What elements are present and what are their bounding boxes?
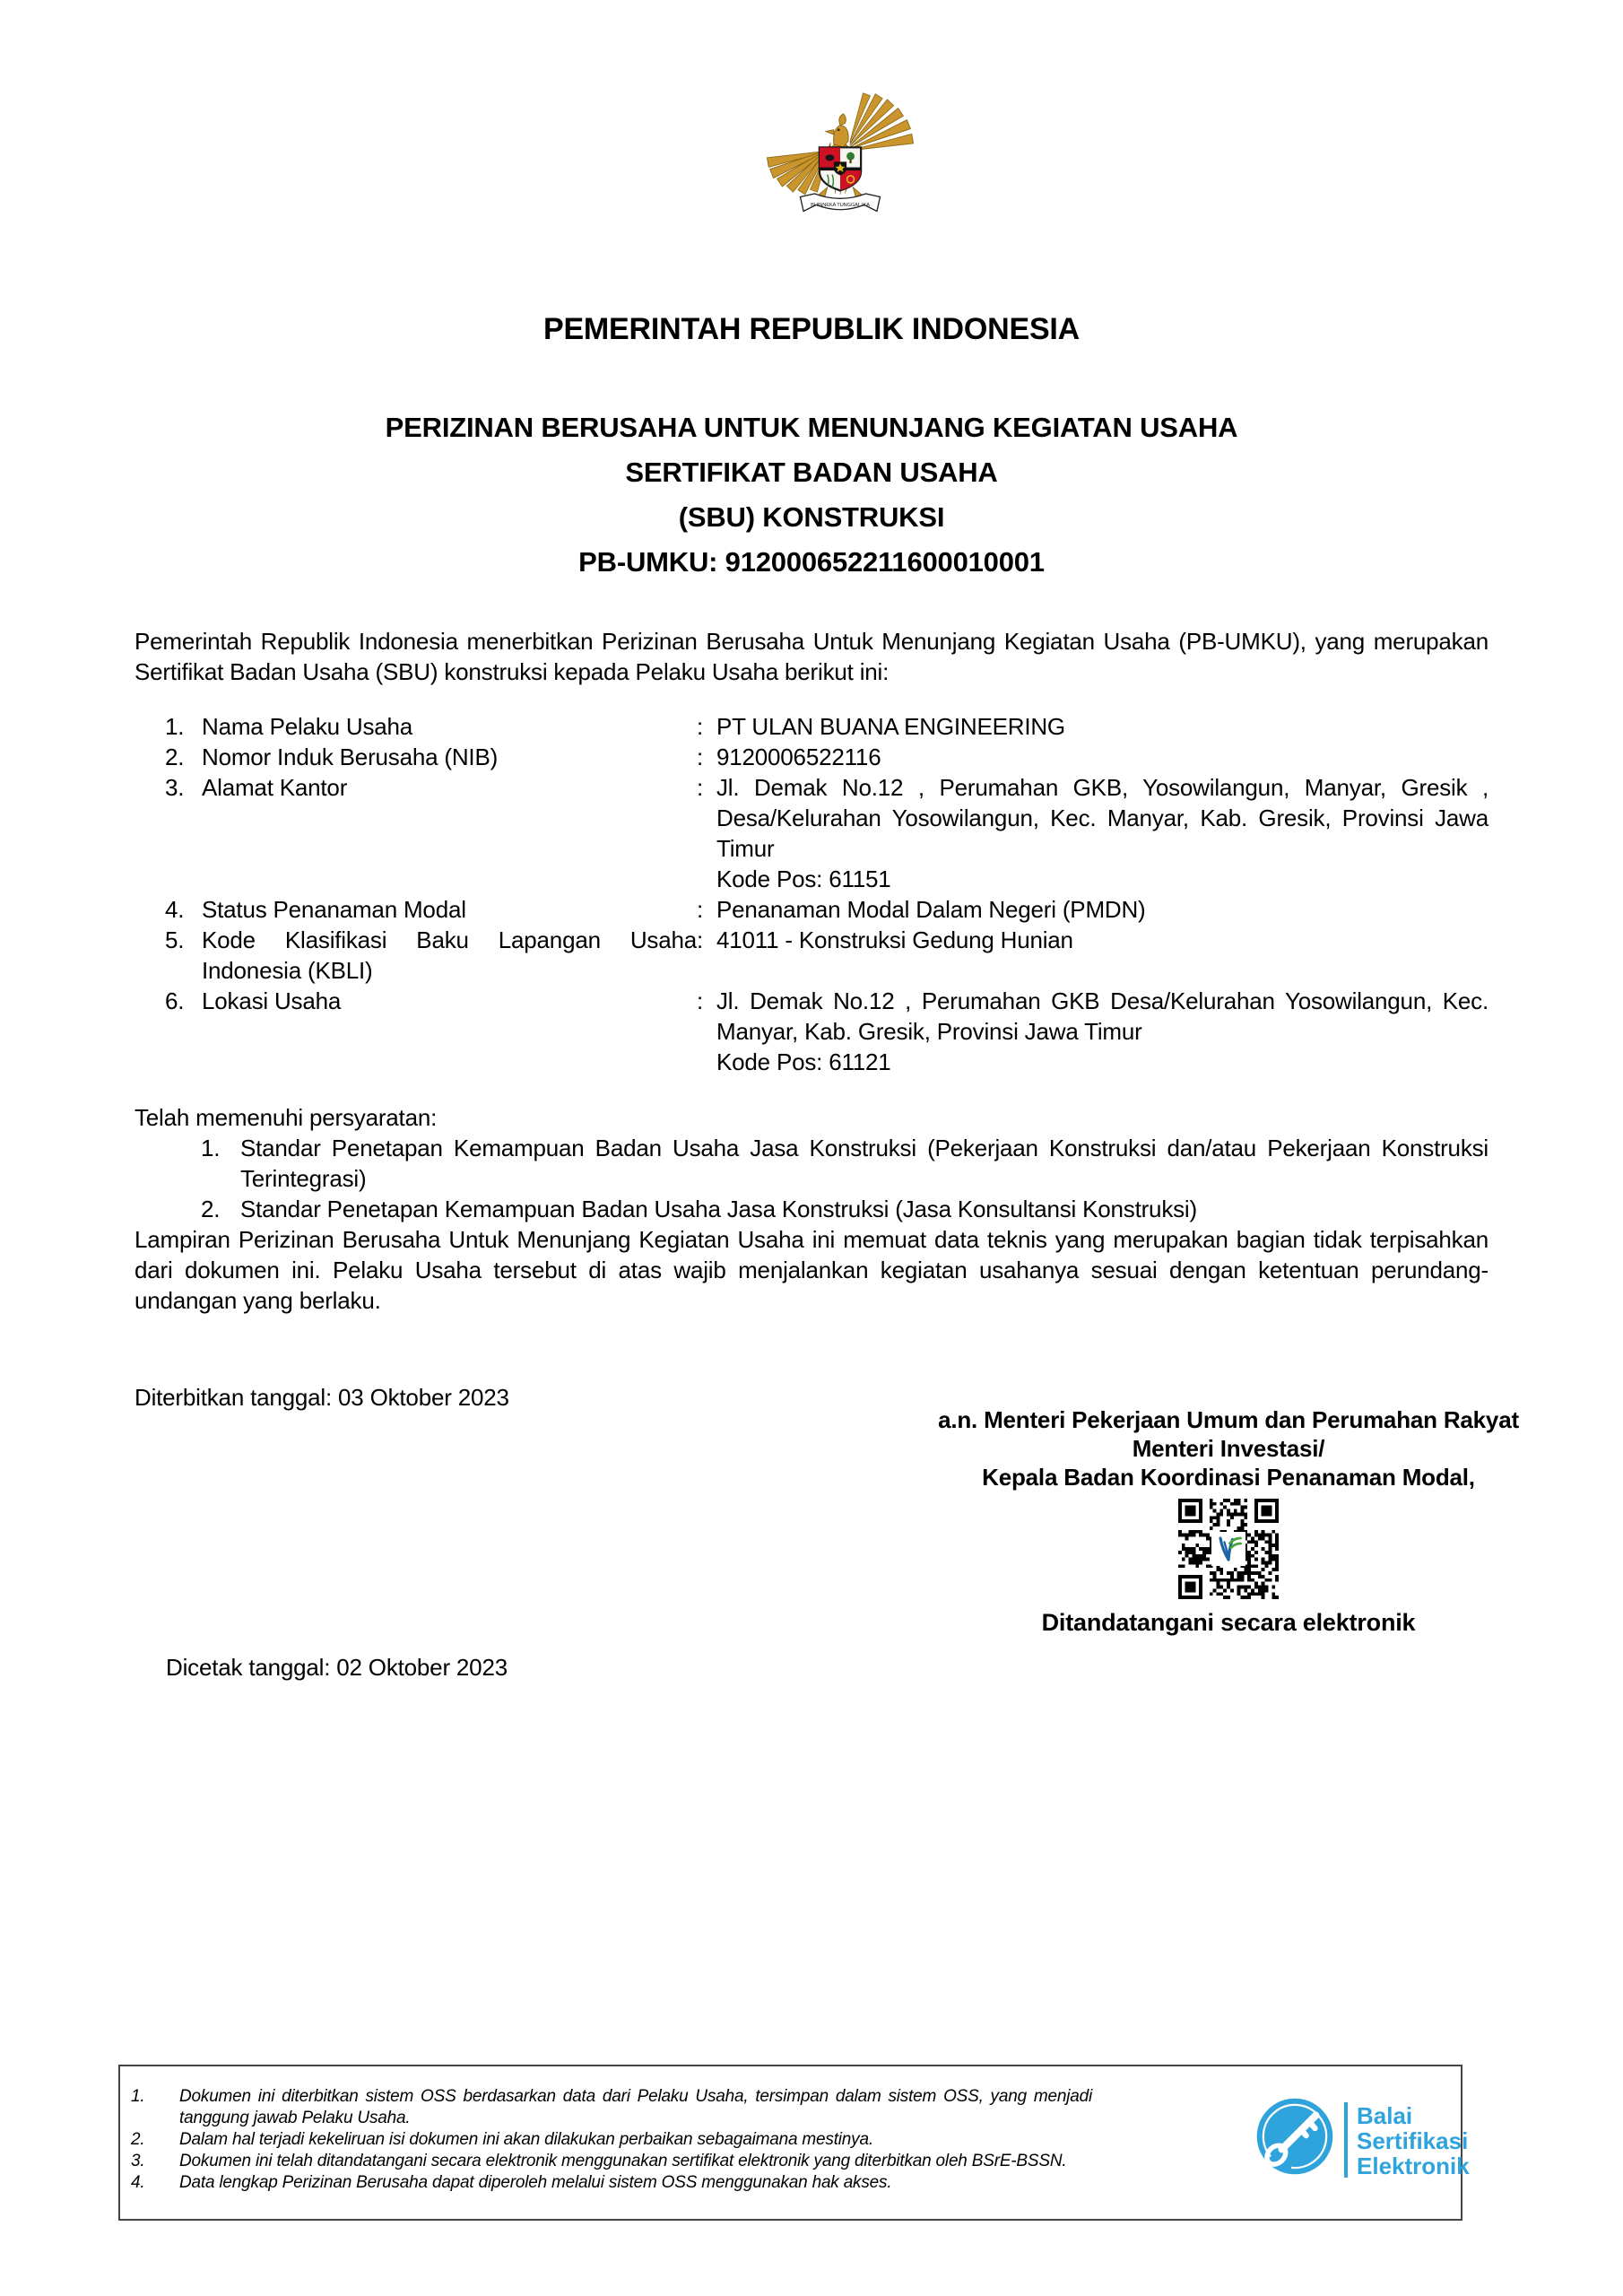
footer-note-text: Data lengkap Perizinan Berusaha dapat diperoleh melalui sistem OSS menggunakan hak akses. — [179, 2173, 892, 2192]
requirements-section — [135, 1102, 1488, 1316]
requirements-list — [201, 1133, 1488, 1224]
row-label: Lokasi Usaha — [202, 987, 342, 1014]
colon-separator: : — [697, 774, 704, 801]
bsre-key-icon — [1254, 2096, 1336, 2177]
office-address — [716, 772, 1488, 894]
footer-notes — [131, 2086, 1092, 2194]
business-location — [716, 986, 1488, 1077]
signatory-line: Kepala Badan Koordinasi Penanaman Modal, — [982, 1464, 1475, 1491]
postal-code: Kode Pos: 61121 — [716, 1048, 891, 1075]
row-number: 2. — [131, 2130, 145, 2149]
row-number: 4. — [131, 2173, 145, 2192]
garuda-emblem — [760, 76, 920, 238]
row-number: 1. — [131, 2087, 145, 2106]
requirement-item — [201, 1133, 1488, 1194]
requirement-item — [201, 1194, 1488, 1224]
row-number: 2. — [201, 1196, 221, 1222]
kbli-label-line: Indonesia (KBLI) — [202, 957, 373, 984]
footer-note — [131, 2086, 1092, 2129]
colon-separator: : — [697, 713, 704, 740]
bkpm-logo-icon — [1211, 1532, 1245, 1566]
emblem-motto: BHINNEKA TUNGGAL IKA — [811, 203, 870, 209]
footer-note-text: Dalam hal terjadi kekeliruan isi dokumen ini akan dilakukan perbaikan sebagaimana mestinya. — [179, 2130, 873, 2149]
row-number: 1. — [201, 1135, 221, 1161]
colon-separator: : — [697, 744, 704, 770]
requirement-text: Standar Penetapan Kemampuan Badan Usaha Jasa Konstruksi (Pekerjaan Konstruksi dan/atau Pekerjaan Konstruksi Terintegrasi) — [240, 1135, 1488, 1192]
electronic-signature-note: Ditandatangani secara elektronik — [1041, 1609, 1416, 1636]
address-line: Desa/Kelurahan Yosowilangun, Kec. Manyar, Kab. Gresik, Provinsi Jawa — [716, 804, 1488, 831]
doc-title-line-3: (SBU) KONSTRUKSI — [678, 501, 945, 533]
row-number: 3. — [165, 774, 185, 801]
requirements-heading: Telah memenuhi persyaratan: — [135, 1104, 438, 1131]
detail-row-nib — [165, 742, 1488, 772]
investment-status: Penanaman Modal Dalam Negeri (PMDN) — [716, 896, 1146, 923]
printed-date: Dicetak tanggal: 02 Oktober 2023 — [166, 1654, 508, 1681]
detail-row-status — [165, 894, 1488, 925]
issued-date: Diterbitkan tanggal: 03 Oktober 2023 — [135, 1384, 509, 1411]
nib-number: 9120006522116 — [716, 744, 881, 770]
row-number: 3. — [131, 2152, 145, 2170]
company-name: PT ULAN BUANA ENGINEERING — [716, 713, 1065, 740]
row-label — [202, 925, 697, 986]
location-line: Jl. Demak No.12 , Perumahan GKB Desa/Kelurahan Yosowilangun, Kec. — [716, 987, 1488, 1014]
qr-code — [1178, 1499, 1279, 1599]
document-title — [0, 405, 1623, 585]
business-details-list — [165, 711, 1488, 1077]
pb-umku-number: PB-UMKU: 912000652211600010001 — [578, 546, 1045, 578]
colon-separator: : — [697, 987, 704, 1014]
kbli-code: 41011 - Konstruksi Gedung Hunian — [716, 926, 1073, 953]
requirement-text: Standar Penetapan Kemampuan Badan Usaha Jasa Konstruksi (Jasa Konsultansi Konstruksi) — [240, 1196, 1197, 1222]
logo-divider — [1344, 2102, 1348, 2178]
address-line: Timur — [716, 835, 775, 862]
detail-row-nama — [165, 711, 1488, 742]
row-number: 2. — [165, 744, 185, 770]
government-title: PEMERINTAH REPUBLIK INDONESIA — [542, 312, 1081, 346]
row-number: 1. — [165, 713, 185, 740]
location-line: Manyar, Kab. Gresik, Provinsi Jawa Timur — [716, 1018, 1142, 1045]
row-label: Status Penanaman Modal — [202, 896, 466, 923]
logo-text-line: Sertifikasi — [1357, 2127, 1469, 2154]
footer-note — [131, 2172, 1092, 2194]
row-number: 5. — [165, 926, 185, 953]
row-number: 4. — [165, 896, 185, 923]
kbli-label-line: Kode Klasifikasi Baku Lapangan Usaha — [202, 926, 697, 953]
postal-code: Kode Pos: 61151 — [716, 865, 891, 892]
doc-title-line-2: SERTIFIKAT BADAN USAHA — [625, 457, 998, 488]
signatory-line: Menteri Investasi/ — [1132, 1435, 1325, 1462]
row-number: 6. — [165, 987, 185, 1014]
detail-row-kbli — [165, 925, 1488, 986]
logo-text-line: Elektronik — [1357, 2152, 1470, 2179]
garuda-icon — [760, 76, 920, 238]
signature-block — [924, 1405, 1533, 1637]
colon-separator: : — [697, 896, 704, 923]
bsre-logo-text — [1357, 2103, 1491, 2179]
closing-paragraph: Lampiran Perizinan Berusaha Untuk Menunjang Kegiatan Usaha ini memuat data teknis yang merupakan bagian tidak terpisahkan dari dokumen ini. Pelaku Usaha tersebut di atas wajib menjalankan kegiatan usahanya sesuai dengan ketentuan perundang-undangan yang berlaku. — [135, 1226, 1488, 1314]
footer-note-text: Dokumen ini telah ditandatangani secara elektronik menggunakan sertifikat elektronik yang diterbitkan oleh BSrE-BSSN. — [179, 2152, 1067, 2170]
row-label: Alamat Kantor — [202, 774, 348, 801]
footer-note — [131, 2129, 1092, 2151]
row-label: Nomor Induk Berusaha (NIB) — [202, 744, 499, 770]
intro-paragraph: Pemerintah Republik Indonesia menerbitkan Perizinan Berusaha Untuk Menunjang Kegiatan Usaha (PB-UMKU), yang merupakan Sertifikat Badan Usaha (SBU) konstruksi kepada Pelaku Usaha berikut ini: — [135, 628, 1488, 685]
doc-title-line-1: PERIZINAN BERUSAHA UNTUK MENUNJANG KEGIATAN USAHA — [385, 412, 1238, 443]
footer-note-text: Dokumen ini diterbitkan sistem OSS berdasarkan data dari Pelaku Usaha, tersimpan dalam sistem OSS, yang menjadi tanggung jawab Pelaku Usaha. — [179, 2087, 1092, 2127]
colon-separator: : — [697, 926, 704, 953]
address-line: Jl. Demak No.12 , Perumahan GKB, Yosowilangun, Manyar, Gresik , — [716, 774, 1488, 801]
detail-row-alamat — [165, 772, 1488, 894]
row-label: Nama Pelaku Usaha — [202, 713, 413, 740]
logo-text-line: Balai — [1357, 2102, 1413, 2129]
footer-note — [131, 2151, 1092, 2172]
detail-row-lokasi — [165, 986, 1488, 1077]
signatory-line: a.n. Menteri Pekerjaan Umum dan Perumahan Rakyat — [938, 1406, 1519, 1433]
